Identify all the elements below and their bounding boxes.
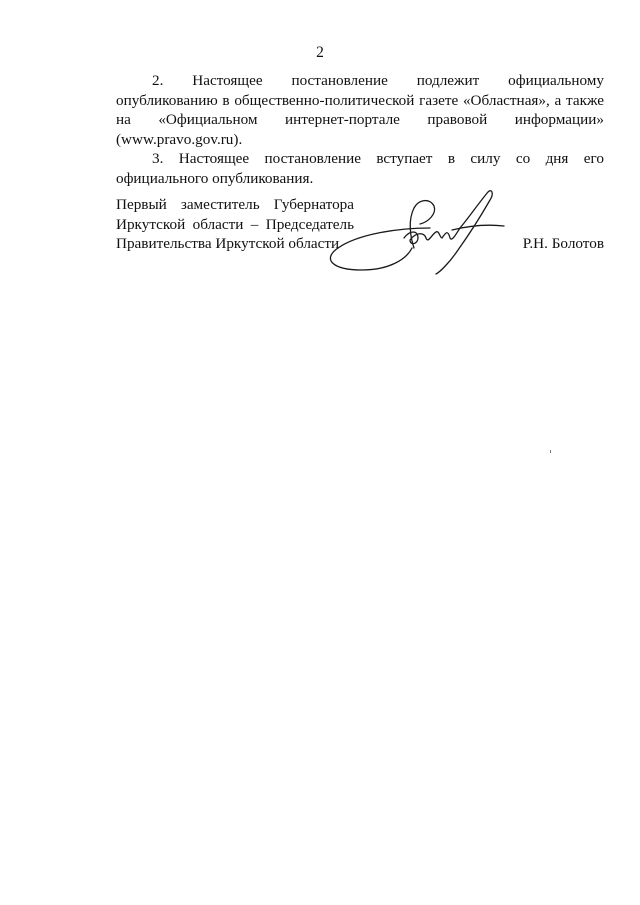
signature-stroke-ascender xyxy=(436,191,492,274)
scan-speck xyxy=(550,450,551,453)
handwritten-signature xyxy=(318,186,508,282)
paragraph-effective-date: 3. Настоящее постановление вступает в силу со дня его официального опубликования. xyxy=(116,150,604,187)
signature-stroke-loop xyxy=(330,228,430,270)
signatory-position-line-3: Правительства Иркутской области xyxy=(116,235,340,252)
paragraph-publication: 2. Настоящее постановление подлежит официальному опубликованию в общественно-политической газете «Областная», а также на «Официальном интернет-портале правовой информации» (www.pravo.gov.ru). xyxy=(116,72,604,148)
signatory-name: Р.Н. Болотов xyxy=(522,235,604,252)
signatory-position-line-2: Иркутской области – Председатель xyxy=(116,215,354,233)
signature-stroke-initial xyxy=(410,201,434,248)
document-body xyxy=(116,71,604,188)
signatory-position-line-1: Первый заместитель Губернатора xyxy=(116,196,354,213)
page-number: 2 xyxy=(316,44,324,61)
